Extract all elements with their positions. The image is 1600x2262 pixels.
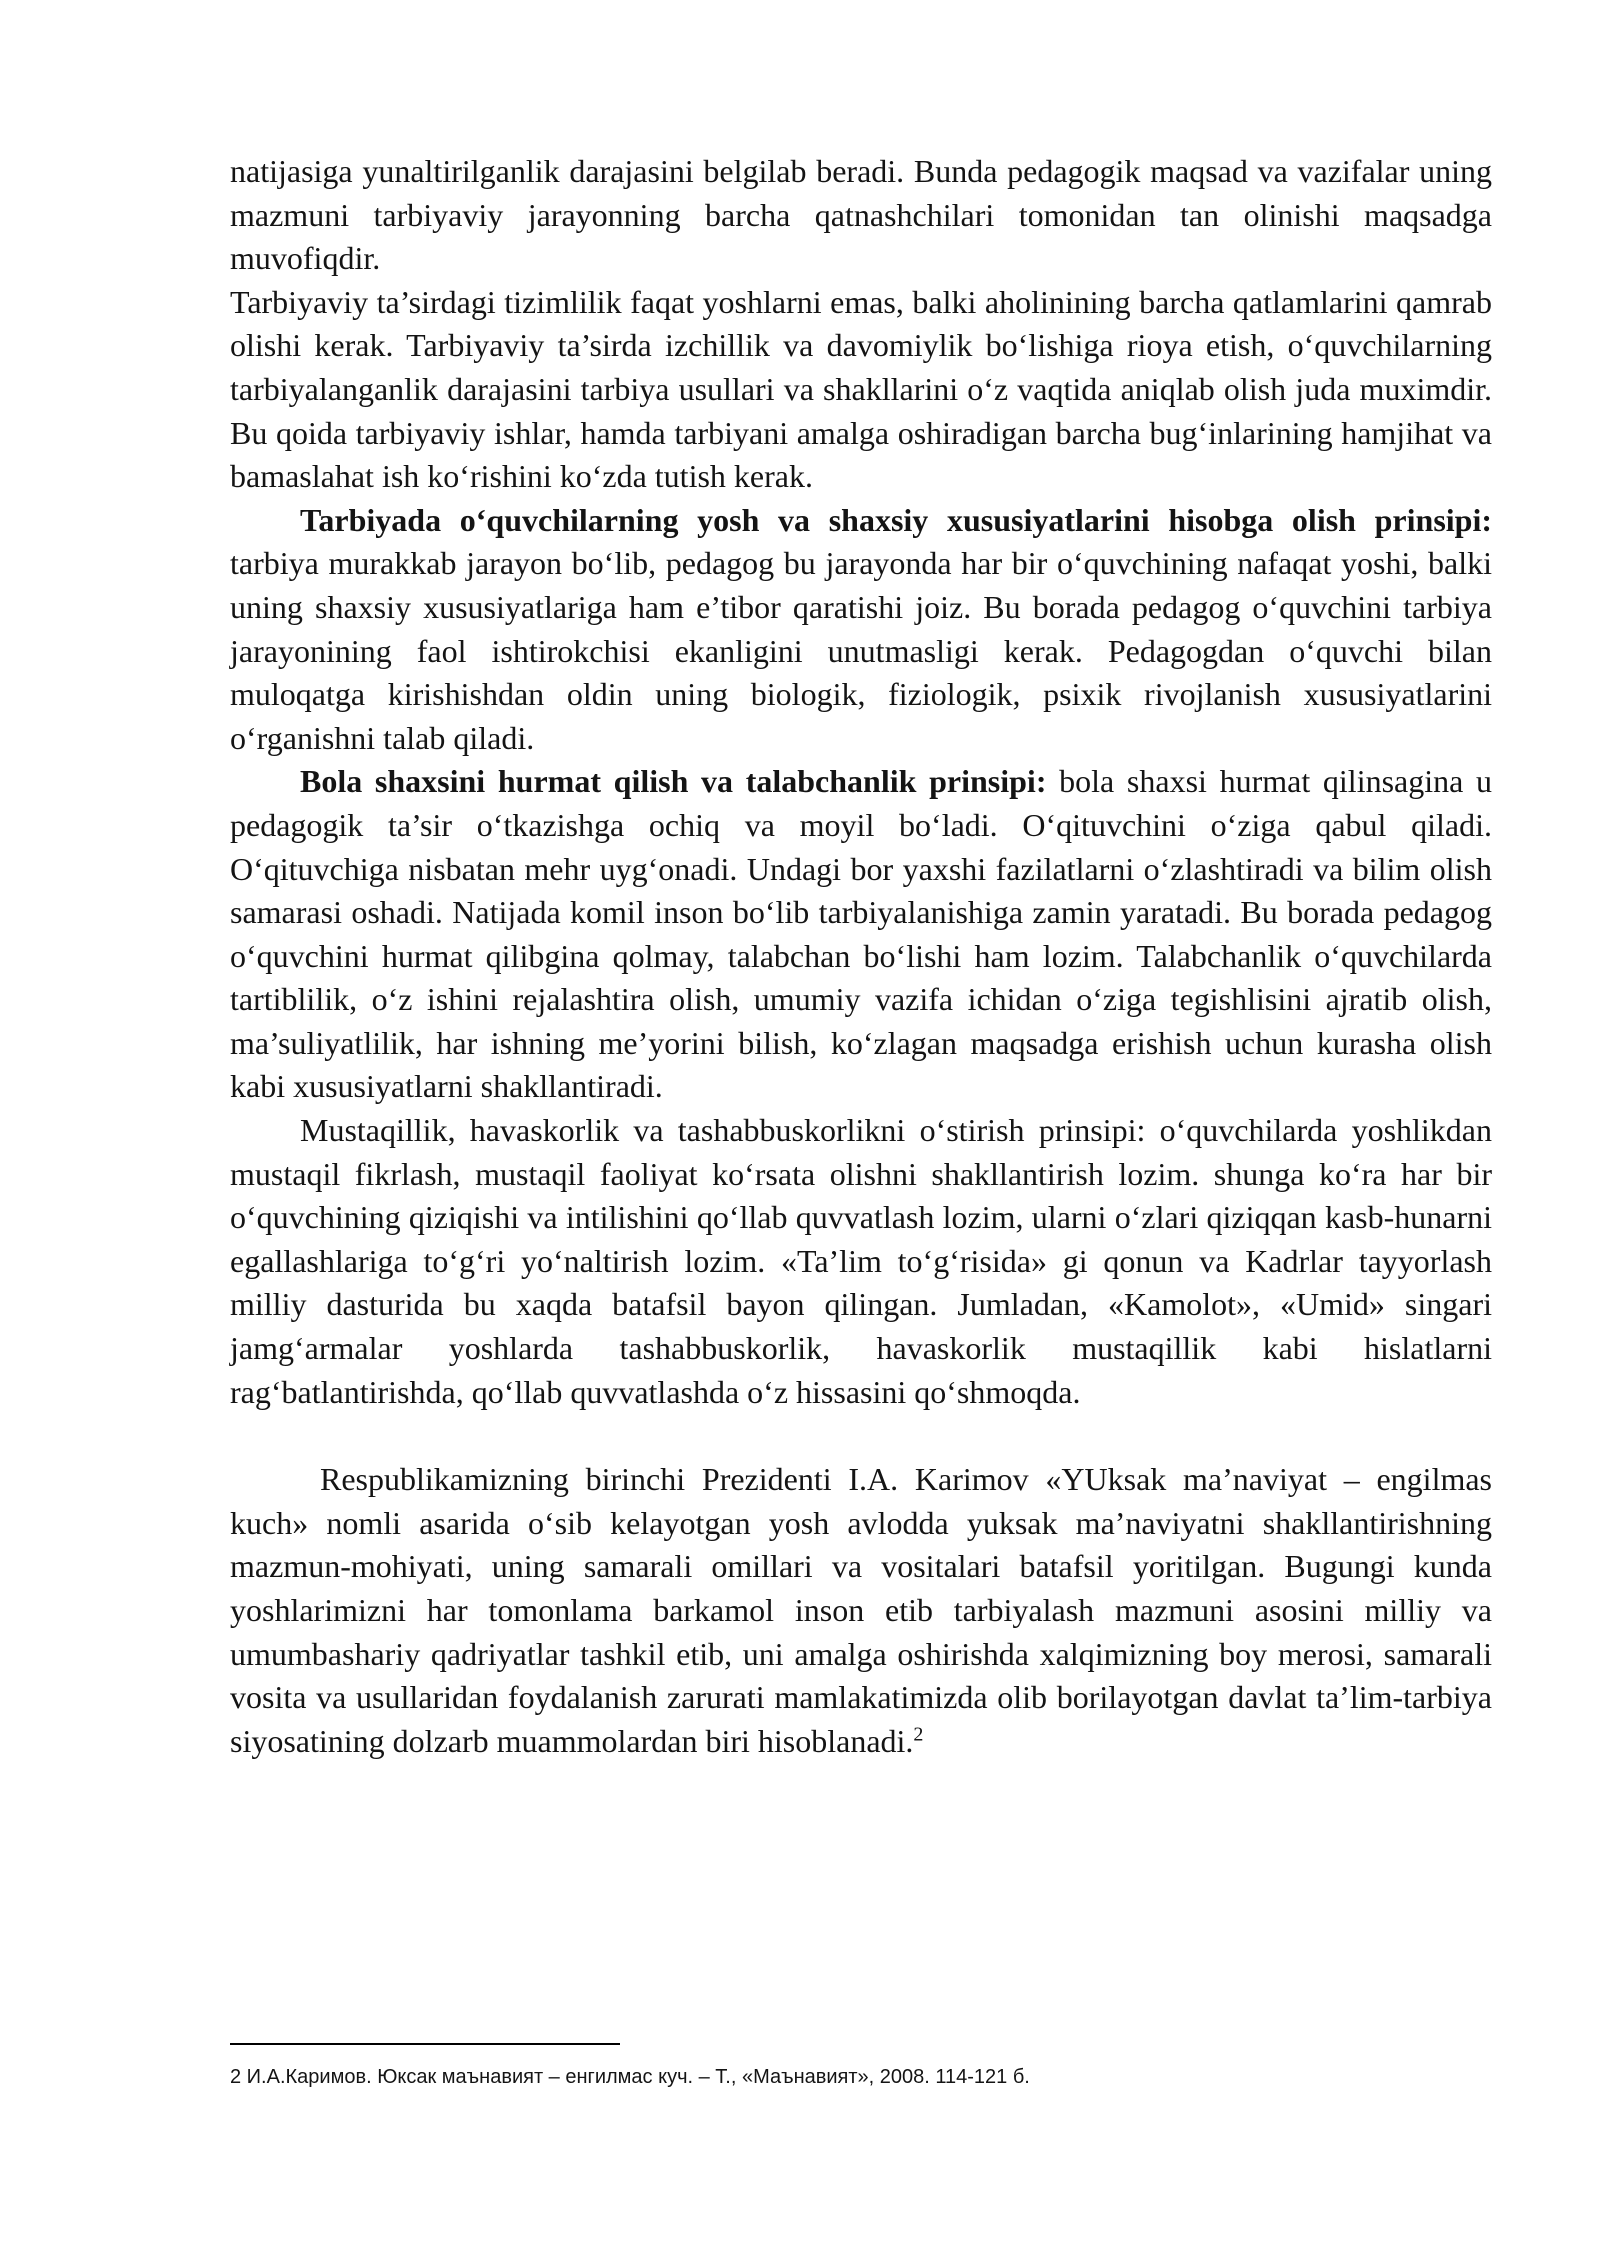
- paragraph-6-text: Respublikamizning birinchi Prezidenti I.A. Karimov «YUksak ma’naviyat – engilmas kuch» nomli asarida o‘sib kelayotgan yosh avlodda yuksak ma’naviyatni shakllantirishning mazmun-mohiyati, uning samarali omillari va vositalari batafsil yoritilgan. Bugungi kunda yoshlarimizni har tomonlama barkamol inson etib tarbiyalash mazmuni asosini milliy va umumbashariy qadriyatlar tashkil etib, uni amalga oshirishda xalqimizning boy merosi, samarali vosita va usullaridan foydalanish zarurati mamlakatimizda olib borilayotgan davlat ta’lim-tarbiya siyosatining dolzarb muammolardan biri hisoblanadi.: [230, 1461, 1492, 1759]
- paragraph-4-text: bola shaxsi hurmat qilinsagina u pedagogik ta’sir o‘tkazishga ochiq va moyil bo‘ladi. O‘qituvchini o‘ziga qabul qiladi. O‘qituvchiga nisbatan mehr uyg‘onadi. Undagi bor yaxshi fazilatlarni o‘zlashtiradi va bilim olish samarasi oshadi. Natijada komil inson bo‘lib tarbiyalanishiga zamin yaratadi. Bu borada pedagog o‘quvchini hurmat qilibgina qolmay, talabchan bo‘lishi ham lozim. Talabchanlik o‘quvchilarda tartiblilik, o‘z ishini rejalashtira olish, umumiy vazifa ichidan o‘ziga tegishlisini ajratib olish, ma’suliyatlilik, har ishning me’yorini bilish, ko‘zlagan maqsadga erishish uchun kurasha olish kabi xususiyatlarni shakllantiradi.: [230, 763, 1493, 1105]
- paragraph-4: [230, 760, 1492, 1109]
- paragraph-1: natijasiga yunaltirilganlik darajasini belgilab beradi. Bunda pedagogik maqsad va vazifalar uning mazmuni tarbiyaviy jarayonning barcha qatnashchilari tomonidan tan olinishi maqsadga muvofiqdir.: [230, 153, 1492, 277]
- paragraph-2: Tarbiyaviy ta’sirdagi tizimlilik faqat yoshlarni emas, balki aholinining barcha qatlamlarini qamrab olishi kerak. Tarbiyaviy ta’sirda izchillik va davomiylik bo‘lishiga rioya etish, o‘quvchilarning tarbiyalanganlik darajasini tarbiya usullari va shakllarini o‘z vaqtida aniqlab olish juda muximdir. Bu qoida tarbiyaviy ishlar, hamda tarbiyani amalga oshiradigan barcha bug‘inlarining hamjihat va bamaslahat ish ko‘rishini ko‘zda tutish kerak.: [230, 283, 1492, 495]
- document-body: [230, 150, 1492, 1763]
- principle-heading-age: Tarbiyada o‘quvchilarning yosh va shaxsiy xususiyatlarini hisobga olish prinsipi:: [300, 501, 1492, 538]
- footnote-reference[interactable]: 2: [913, 1723, 924, 1746]
- principle-heading-respect: Bola shaxsini hurmat qilish va talabchanlik prinsipi:: [300, 763, 1047, 800]
- footnote-separator: [230, 2043, 620, 2045]
- paragraph-6: [230, 1458, 1492, 1763]
- paragraph-gap: [230, 1414, 1492, 1458]
- footnote: 2 И.А.Каримов. Юксак маънавият – енгилмас куч. – Т., «Маънавият», 2008. 114-121 б.: [230, 2066, 1030, 2088]
- paragraph-3-text: tarbiya murakkab jarayon bo‘lib, pedagog bu jarayonda har bir o‘quvchining nafaqat yoshi, balki uning shaxsiy xususiyatlariga ham e’tibor qaratishi joiz. Bu borada pedagog o‘quvchini tarbiya jarayonining faol ishtirokchisi ekanligini unutmasligi kerak. Pedagogdan o‘quvchi bilan muloqatga kirishishdan oldin uning biologik, fiziologik, psixik rivojlanish xususiyatlarini o‘rganishni talab qiladi.: [230, 545, 1492, 756]
- paragraph-3: [230, 499, 1492, 761]
- paragraph-5: Mustaqillik, havaskorlik va tashabbuskorlikni o‘stirish prinsipi: o‘quvchilarda yoshlikdan mustaqil fikrlash, mustaqil faoliyat ko‘rsata olishni shakllantirish lozim. shunga ko‘ra har bir o‘quvchining qiziqishi va intilishini qo‘llab quvvatlash lozim, ularni o‘zlari qiziqqan kasb-hunarni egallashlariga to‘g‘ri yo‘naltirish lozim. «Ta’lim to‘g‘risida» gi qonun va Kadrlar tayyorlash milliy dasturida bu xaqda batafsil bayon qilingan. Jumladan, «Kamolot», «Umid» singari jamg‘armalar yoshlarda tashabbuskorlik, havaskorlik mustaqillik kabi hislatlarni rag‘batlantirishda, qo‘llab quvvatlashda o‘z hissasini qo‘shmoqda.: [230, 1112, 1492, 1410]
